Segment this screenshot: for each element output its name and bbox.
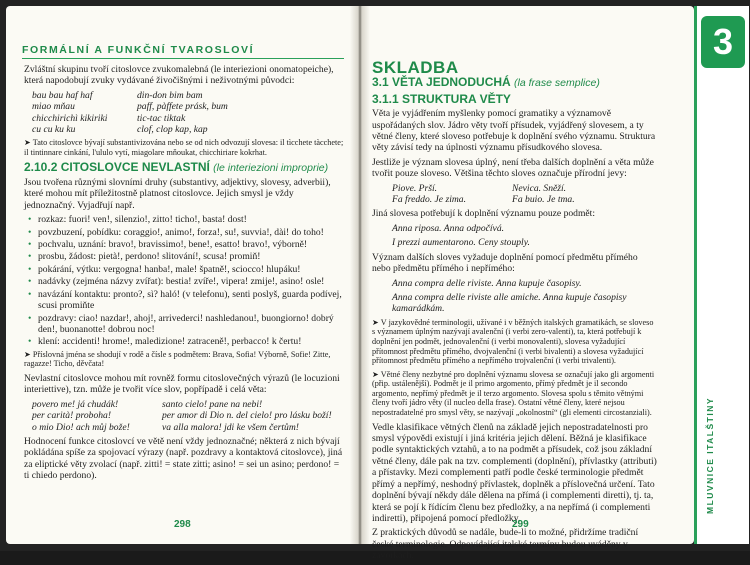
- example: Nevica. Sněží.: [512, 182, 567, 194]
- book-gutter: [350, 6, 370, 544]
- example: povero me! já chudák!: [32, 398, 119, 410]
- list-item: • prosbu, žádost: pietà!, perdono! slitování!, scusa! promiň!: [38, 251, 344, 262]
- list-item: • klení: accidenti! hrome!, maledizione! zatraceně!, perbacco! k čertu!: [38, 336, 344, 347]
- example: tic-tac tiktak: [137, 112, 186, 124]
- example: o mio Dio! ach můj bože!: [32, 421, 130, 433]
- page-number: 298: [174, 519, 191, 530]
- onomatopoeia-examples: [32, 90, 344, 136]
- chapter-tab: [694, 6, 749, 544]
- verb-examples: [392, 183, 657, 206]
- section-subtitle: (le interiezioni improprie): [213, 161, 329, 174]
- section-title: 2.10.2 CITOSLOVCE NEVLASTNÍ: [24, 159, 210, 174]
- page-number: 299: [512, 519, 529, 530]
- paragraph: Vedle klasifikace větných členů na základě jejich nepostradatelnosti pro smysl výpovědi existují i jiná kritéria jejich dělení. Běžná je klasifikace podle syntaktických vztahů, a to na podmět a přísudek, což jsou základní větné členy, dále pak na tzv. complementi (doplnění), přívlastky (attributi) a přístavky. Mezi complementi patří podle české terminologie předmět přímý a nepřímý, neshodný přívlastek, doplněk a příslovečná určení. Tato doplnění bývají někdy dále dělena na přímá (i complementi diretti), tj. ta, která se pojí k řídícím členu bez předložky, a na nepřímá (i complementi indiretti), připojená pomocí předložky.: [372, 421, 657, 524]
- example: Piove. Prší.: [392, 182, 438, 194]
- function-list: [24, 214, 344, 347]
- list-item: • nadávky (zejména názvy zvířat): bestia! zvíře!, vipera! zmije!, asino! osle!: [38, 276, 344, 287]
- left-page: [6, 6, 358, 544]
- example: cu cu ku ku: [32, 124, 76, 136]
- paragraph: Hodnocení funkce citoslovcí ve větě není vždy jednoznačné; některá z nich bývají pokládána spíše za spojovací výrazy (např. pozdravy a kontaktová citoslovce), jiná za eliptické věty zvolací (např. zitti! = state zitti; asino! = sei un asino; perdono! = ti chiedo perdono).: [24, 435, 343, 482]
- example: din-don bim bam: [137, 89, 203, 101]
- example: per amor di Dio n. del cielo! pro lásku boží!: [162, 410, 332, 422]
- right-page: [362, 6, 694, 562]
- note: ➤ V jazykovědné terminologii, užívané i v běžných italských gramatikách, se sloveso s významem úplným nazývají avalenční (i verbi zero-valenti), ta, která potřebují k doplnění jen podmět, jednovalenční (i verbi monovalenti), slovesa vyžadující přítomnost předmětu přímého, dvojvalenční (i verbi bivalenti) a slovesa vyžadující přítomnost předmětu přímého a nepřímého trojvalenční (i verbi trivalenti).: [372, 317, 654, 366]
- list-item: • rozkaz: fuori! ven!, silenzio!, zitto! ticho!, basta! dost!: [38, 214, 344, 225]
- section-heading: [24, 159, 344, 174]
- example: miao mňau: [32, 101, 75, 113]
- book-title-vertical: MLUVNICE ITALŠTINY: [705, 396, 715, 514]
- chapter-title: SKLADBA: [372, 58, 459, 77]
- note: ➤ Příslovná jména se shodují v rodě a čísle s podmětem: Brava, Sofia! Výborně, Sofie! Zitte, ragazze! Ticho, děvčata!: [24, 349, 331, 369]
- paragraph: Věta je vyjádřením myšlenky pomocí gramatiky a významově uspořádaných slov. Jádro věty tvoří přísudek, vyjádřený slovesem, a ty větné členy, které sloveso potřebuje k doplnění svého významu. Struktura věty závisí tedy na úplnosti významu přísudkového slovesa.: [372, 108, 656, 154]
- paragraph: Jestliže je význam slovesa úplný, není třeba dalších doplnění a věta může tvořit pouze sloveso. Většina těchto sloves označuje přírodní jevy:: [372, 156, 654, 180]
- subsection-heading: 3.1.1 STRUKTURA VĚTY: [372, 91, 511, 106]
- phrase-examples: [32, 399, 344, 433]
- note: ➤ Tato citoslovce bývají substantivizována nebo se od nich odvozují slovesa: il tìcchete tàcchete; il tintinnare cinkání, l'ululo vytí, miagolare mňoukat, chicchiriare kokrhat.: [24, 138, 344, 158]
- list-item: • pozdravy: ciao! nazdar!, ahoj!, arrivederci! nashledanou!, buongiorno! dobrý den!, buonanotte! dobrou noc!: [38, 313, 344, 336]
- example: I prezzi aumentarono. Ceny stouply.: [392, 237, 530, 249]
- paragraph: Jiná slovesa potřebují k doplnění významu pouze podmět:: [372, 208, 596, 220]
- section-subtitle: (la frase semplice): [514, 77, 600, 90]
- running-head: FORMÁLNÍ A FUNKČNÍ TVAROSLOVÍ: [22, 44, 344, 59]
- list-item: • pochvalu, uznání: bravo!, bravissimo!, bene!, esatto! bravo!, výborně!: [38, 239, 344, 250]
- example: va alla malora! jdi ke všem čertům!: [162, 421, 299, 433]
- paragraph: Jsou tvořena různými slovními druhy (substantivy, adjektivy, slovesy, adverbii), které mohou mít příležitostně platnost citoslovce. Jejich smysl je vždy jednoznačný. Vyjadřují např.: [24, 177, 331, 211]
- section-heading: [372, 77, 657, 89]
- list-item: • povzbuzení, pobídku: coraggio!, animo!, forza!, su!, suvvia!, dài! do toho!: [38, 227, 344, 238]
- example: Anna compra delle riviste alle amiche. Anna kupuje časopisy kamarádkám.: [392, 291, 627, 315]
- chapter-number: 3: [701, 16, 745, 68]
- example: Anna compra delle riviste. Anna kupuje časopisy.: [392, 277, 582, 289]
- example: Fa buio. Je tma.: [512, 194, 575, 206]
- left-column: [24, 64, 344, 485]
- list-item: • navázání kontaktu: pronto?, sì? haló! (v telefonu), senti poslyš, guarda podívej, scusi promiňte: [38, 289, 344, 312]
- paragraph: Z praktických důvodů se nadále, bude-li to možné, přidržíme tradiční české terminologie. Odpovídající italské termíny budou uváděny v závorkách.: [372, 527, 639, 562]
- note: ➤ Větné členy nezbytné pro doplnění významu slovesa se označují jako gli argomenti (přip. ustálenější). Podmět je il primo argomento, přímý předmět je il secondo argomento, nepřímý předmět je il terzo argomento. Slovesa spolu s těmito větnými členy tvoří jádro věty (il nucleo della frase). Ostatní větné členy, které nejsou nepostradatelné pro smysl věty, se nazývají „okolnostní“ (gli elementi circostanziali).: [372, 369, 655, 418]
- paragraph-onomatopoeic: Zvláštní skupinu tvoří citoslovce zvukomalebná (le interiezioni onomatopeiche), která napodobují zvuky vydávané živočišnými i neživotnými původci:: [24, 64, 334, 87]
- example: santo cielo! pane na nebi!: [162, 398, 263, 410]
- example: paff, pàffete prásk, bum: [137, 101, 228, 113]
- paragraph: Význam dalších sloves vyžaduje doplnění pomocí předmětu přímého nebo předmětu přímého i nepřímého:: [372, 251, 638, 275]
- example: Fa freddo. Je zima.: [392, 194, 466, 206]
- example: chicchirichì kikiriki: [32, 112, 108, 124]
- list-item: • pokárání, výtku: vergogna! hanba!, male! špatně!, sciocco! hlupáku!: [38, 264, 344, 275]
- section-title: 3.1 VĚTA JEDNODUCHÁ: [372, 75, 511, 90]
- example: bau bau haf haf: [32, 89, 93, 101]
- paragraph: Nevlastní citoslovce mohou mít rovněž formu citoslovečných výrazů (le locuzioni interiettive), tzn. může je tvořit více slov, popřípadě i celá věta:: [24, 372, 340, 396]
- example: clof, clop kap, kap: [137, 124, 208, 136]
- example: Anna riposa. Anna odpočívá.: [392, 222, 505, 234]
- example: per carità! proboha!: [32, 410, 112, 422]
- right-column: [372, 58, 657, 565]
